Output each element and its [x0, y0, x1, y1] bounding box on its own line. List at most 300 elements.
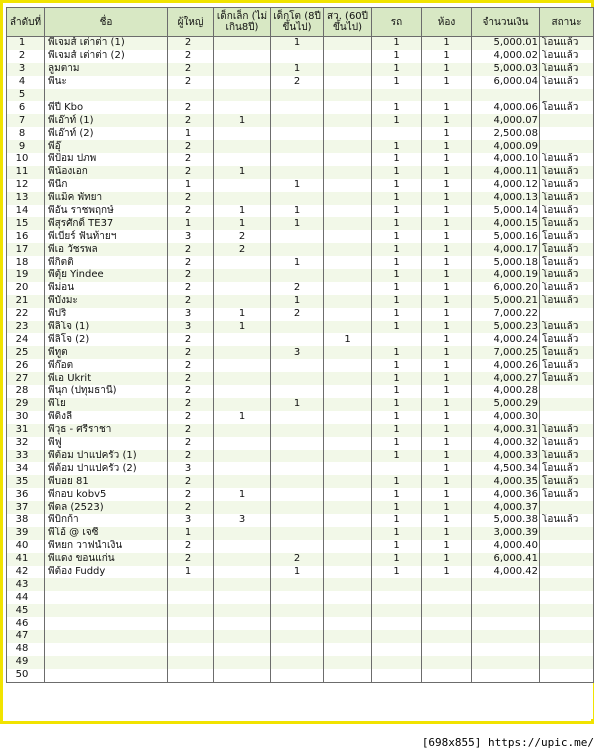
car-count: 1 — [372, 166, 422, 179]
kid-small-count — [214, 617, 271, 630]
row-number: 14 — [7, 205, 45, 218]
car-count: 1 — [372, 63, 422, 76]
elder-count — [324, 140, 372, 153]
elder-count — [324, 424, 372, 437]
car-count — [372, 578, 422, 591]
kid-small-count — [214, 566, 271, 579]
car-count: 1 — [372, 282, 422, 295]
status-cell — [540, 501, 594, 514]
amount-cell: 4,000.36 — [472, 488, 540, 501]
header-kid-big: เด็กโต (8ปีขึ้นไป) — [271, 8, 324, 37]
kid-big-count: 1 — [271, 398, 324, 411]
name-cell: พี่เบียร์ ฟันท้ายฯ — [45, 230, 168, 243]
room-count: 1 — [422, 127, 472, 140]
kid-small-count — [214, 89, 271, 102]
table-row — [7, 540, 594, 553]
kid-small-count: 1 — [214, 308, 271, 321]
kid-small-count — [214, 385, 271, 398]
name-cell: พี่บอย 81 — [45, 475, 168, 488]
row-number: 7 — [7, 114, 45, 127]
kid-big-count — [271, 514, 324, 527]
kid-small-count — [214, 578, 271, 591]
kid-small-count — [214, 604, 271, 617]
kid-big-count — [271, 437, 324, 450]
kid-small-count — [214, 540, 271, 553]
room-count: 1 — [422, 514, 472, 527]
adult-count: 2 — [168, 256, 214, 269]
table-row — [7, 604, 594, 617]
status-cell — [540, 578, 594, 591]
amount-cell: 4,000.06 — [472, 101, 540, 114]
elder-count — [324, 153, 372, 166]
adult-count — [168, 669, 214, 682]
car-count: 1 — [372, 501, 422, 514]
row-number: 4 — [7, 76, 45, 89]
room-count: 1 — [422, 166, 472, 179]
amount-cell: 5,000.38 — [472, 514, 540, 527]
table-row — [7, 591, 594, 604]
kid-big-count — [271, 591, 324, 604]
status-cell: โอนแล้ว — [540, 514, 594, 527]
amount-cell: 4,000.40 — [472, 540, 540, 553]
name-cell: พี่โย — [45, 398, 168, 411]
status-cell — [540, 127, 594, 140]
kid-big-count: 3 — [271, 346, 324, 359]
name-cell: พี่โอ้ @ เจซี — [45, 527, 168, 540]
table-row — [7, 256, 594, 269]
row-number: 31 — [7, 424, 45, 437]
kid-small-count: 1 — [214, 321, 271, 334]
room-count: 1 — [422, 153, 472, 166]
kid-small-count — [214, 63, 271, 76]
elder-count — [324, 205, 372, 218]
adult-count: 2 — [168, 140, 214, 153]
name-cell: พี่ต้อม ปาแปครัว (2) — [45, 462, 168, 475]
adult-count: 2 — [168, 553, 214, 566]
amount-cell — [472, 643, 540, 656]
name-cell: พี่แม็ค พัทยา — [45, 192, 168, 205]
name-cell: พี่เจมส์ เต่าต่า (2) — [45, 50, 168, 63]
status-cell: โอนแล้ว — [540, 192, 594, 205]
status-cell: โอนแล้ว — [540, 282, 594, 295]
elder-count — [324, 243, 372, 256]
car-count: 1 — [372, 269, 422, 282]
kid-small-count — [214, 630, 271, 643]
kid-small-count — [214, 501, 271, 514]
name-cell: พี่แดง ขอนแก่น — [45, 553, 168, 566]
kid-big-count — [271, 127, 324, 140]
kid-small-count — [214, 450, 271, 463]
car-count — [372, 89, 422, 102]
name-cell — [45, 617, 168, 630]
row-number: 44 — [7, 591, 45, 604]
amount-cell: 5,000.16 — [472, 230, 540, 243]
kid-big-count — [271, 656, 324, 669]
table-row — [7, 475, 594, 488]
table-row — [7, 385, 594, 398]
amount-cell: 5,000.23 — [472, 321, 540, 334]
table-row — [7, 462, 594, 475]
adult-count: 2 — [168, 398, 214, 411]
car-count: 1 — [372, 230, 422, 243]
car-count: 1 — [372, 101, 422, 114]
adult-count: 2 — [168, 63, 214, 76]
adult-count — [168, 656, 214, 669]
kid-small-count — [214, 282, 271, 295]
kid-big-count — [271, 450, 324, 463]
name-cell: พี่อุ๊ — [45, 140, 168, 153]
status-cell: โอนแล้ว — [540, 37, 594, 50]
elder-count — [324, 501, 372, 514]
header-name: ชื่อ — [45, 8, 168, 37]
kid-big-count — [271, 475, 324, 488]
name-cell: พี่ต้อม ปาแปครัว (1) — [45, 450, 168, 463]
car-count: 1 — [372, 411, 422, 424]
adult-count: 2 — [168, 372, 214, 385]
status-cell: โอนแล้ว — [540, 101, 594, 114]
table-row — [7, 269, 594, 282]
row-number: 30 — [7, 411, 45, 424]
status-cell: โอนแล้ว — [540, 63, 594, 76]
table-row — [7, 114, 594, 127]
status-cell: โอนแล้ว — [540, 76, 594, 89]
status-cell — [540, 114, 594, 127]
kid-big-count — [271, 424, 324, 437]
table-body — [7, 37, 594, 683]
table-row — [7, 321, 594, 334]
adult-count: 2 — [168, 269, 214, 282]
adult-count: 2 — [168, 450, 214, 463]
kid-big-count: 1 — [271, 205, 324, 218]
room-count: 1 — [422, 230, 472, 243]
table-row — [7, 192, 594, 205]
amount-cell: 4,000.27 — [472, 372, 540, 385]
elder-count — [324, 295, 372, 308]
car-count: 1 — [372, 372, 422, 385]
name-cell — [45, 630, 168, 643]
car-count: 1 — [372, 114, 422, 127]
adult-count — [168, 578, 214, 591]
room-count: 1 — [422, 37, 472, 50]
table-row — [7, 643, 594, 656]
table-row — [7, 217, 594, 230]
car-count: 1 — [372, 179, 422, 192]
elder-count: 1 — [324, 333, 372, 346]
name-cell: พี่อั๋น ราชพฤกษ์ — [45, 205, 168, 218]
table-row — [7, 205, 594, 218]
elder-count — [324, 308, 372, 321]
row-number: 32 — [7, 437, 45, 450]
adult-count: 2 — [168, 205, 214, 218]
amount-cell — [472, 591, 540, 604]
adult-count: 1 — [168, 179, 214, 192]
row-number: 15 — [7, 217, 45, 230]
car-count — [372, 669, 422, 682]
car-count: 1 — [372, 256, 422, 269]
elder-count — [324, 127, 372, 140]
elder-count — [324, 63, 372, 76]
car-count — [372, 127, 422, 140]
status-cell — [540, 630, 594, 643]
room-count: 1 — [422, 501, 472, 514]
table-row — [7, 398, 594, 411]
table-row — [7, 308, 594, 321]
kid-big-count — [271, 630, 324, 643]
kid-small-count — [214, 153, 271, 166]
status-cell — [540, 308, 594, 321]
name-cell: พี่ป้อม ปภพ — [45, 153, 168, 166]
elder-count — [324, 527, 372, 540]
table-row — [7, 630, 594, 643]
status-cell: โอนแล้ว — [540, 205, 594, 218]
elder-count — [324, 372, 372, 385]
kid-big-count — [271, 321, 324, 334]
car-count: 1 — [372, 514, 422, 527]
elder-count — [324, 604, 372, 617]
kid-big-count: 1 — [271, 566, 324, 579]
name-cell — [45, 604, 168, 617]
adult-count: 2 — [168, 385, 214, 398]
kid-small-count: 1 — [214, 114, 271, 127]
elder-count — [324, 346, 372, 359]
car-count: 1 — [372, 76, 422, 89]
kid-small-count — [214, 462, 271, 475]
row-number: 37 — [7, 501, 45, 514]
kid-big-count — [271, 166, 324, 179]
amount-cell: 4,000.17 — [472, 243, 540, 256]
name-cell: พี่เอ วัชรพล — [45, 243, 168, 256]
adult-count — [168, 89, 214, 102]
name-cell: พี่ดิงลี่ — [45, 411, 168, 424]
adult-count: 1 — [168, 217, 214, 230]
table-row — [7, 346, 594, 359]
row-number: 35 — [7, 475, 45, 488]
kid-big-count — [271, 89, 324, 102]
status-cell: โอนแล้ว — [540, 295, 594, 308]
elder-count — [324, 437, 372, 450]
kid-big-count — [271, 578, 324, 591]
status-cell: โอนแล้ว — [540, 424, 594, 437]
room-count: 1 — [422, 50, 472, 63]
room-count: 1 — [422, 63, 472, 76]
room-count: 1 — [422, 295, 472, 308]
header-amount: จำนวนเงิน — [472, 8, 540, 37]
status-cell — [540, 89, 594, 102]
elder-count — [324, 450, 372, 463]
table-row — [7, 230, 594, 243]
kid-big-count — [271, 462, 324, 475]
row-number: 36 — [7, 488, 45, 501]
car-count: 1 — [372, 295, 422, 308]
amount-cell: 3,000.39 — [472, 527, 540, 540]
car-count — [372, 604, 422, 617]
elder-count — [324, 114, 372, 127]
table-row — [7, 50, 594, 63]
amount-cell: 4,000.31 — [472, 424, 540, 437]
kid-big-count — [271, 153, 324, 166]
status-cell: โอนแล้ว — [540, 230, 594, 243]
status-cell: โอนแล้ว — [540, 243, 594, 256]
row-number: 10 — [7, 153, 45, 166]
table-row — [7, 450, 594, 463]
room-count: 1 — [422, 217, 472, 230]
elder-count — [324, 411, 372, 424]
name-cell: พี่หยก วาฟน้ำเงิน — [45, 540, 168, 553]
elder-count — [324, 514, 372, 527]
name-cell: พี่ทูต — [45, 346, 168, 359]
amount-cell: 5,000.03 — [472, 63, 540, 76]
adult-count: 2 — [168, 501, 214, 514]
elder-count — [324, 37, 372, 50]
car-count: 1 — [372, 192, 422, 205]
table-row — [7, 372, 594, 385]
kid-big-count: 1 — [271, 179, 324, 192]
header-row — [7, 8, 594, 37]
kid-big-count: 1 — [271, 295, 324, 308]
amount-cell: 5,000.18 — [472, 256, 540, 269]
table-row — [7, 166, 594, 179]
name-cell — [45, 591, 168, 604]
row-number: 49 — [7, 656, 45, 669]
row-number: 2 — [7, 50, 45, 63]
name-cell: พี่เอ Ukrit — [45, 372, 168, 385]
amount-cell: 4,000.28 — [472, 385, 540, 398]
kid-big-count: 1 — [271, 217, 324, 230]
kid-big-count: 1 — [271, 256, 324, 269]
row-number: 25 — [7, 346, 45, 359]
row-number: 45 — [7, 604, 45, 617]
elder-count — [324, 166, 372, 179]
row-number: 26 — [7, 359, 45, 372]
car-count — [372, 617, 422, 630]
kid-big-count: 2 — [271, 282, 324, 295]
room-count: 1 — [422, 321, 472, 334]
elder-count — [324, 617, 372, 630]
name-cell: พี่เจมส์ เต่าต่า (1) — [45, 37, 168, 50]
status-cell: โอนแล้ว — [540, 488, 594, 501]
status-cell: โอนแล้ว — [540, 333, 594, 346]
row-number: 39 — [7, 527, 45, 540]
name-cell — [45, 643, 168, 656]
room-count: 1 — [422, 566, 472, 579]
name-cell: พี่นะ — [45, 76, 168, 89]
amount-cell: 5,000.29 — [472, 398, 540, 411]
room-count: 1 — [422, 101, 472, 114]
elder-count — [324, 256, 372, 269]
elder-count — [324, 76, 372, 89]
car-count: 1 — [372, 398, 422, 411]
name-cell: พี่ลิโจ (2) — [45, 333, 168, 346]
adult-count: 3 — [168, 308, 214, 321]
row-number: 13 — [7, 192, 45, 205]
kid-small-count: 1 — [214, 488, 271, 501]
room-count: 1 — [422, 553, 472, 566]
header-kid-small: เด็กเล็ก (ไม่เกิน8ปี) — [214, 8, 271, 37]
room-count: 1 — [422, 527, 472, 540]
status-cell — [540, 553, 594, 566]
row-number: 23 — [7, 321, 45, 334]
row-number: 27 — [7, 372, 45, 385]
room-count — [422, 630, 472, 643]
row-number: 47 — [7, 630, 45, 643]
amount-cell: 4,000.07 — [472, 114, 540, 127]
name-cell: พี่กอบ kobv5 — [45, 488, 168, 501]
adult-count: 2 — [168, 333, 214, 346]
amount-cell: 2,500.08 — [472, 127, 540, 140]
adult-count — [168, 591, 214, 604]
elder-count — [324, 591, 372, 604]
kid-big-count — [271, 230, 324, 243]
elder-count — [324, 50, 372, 63]
kid-big-count — [271, 192, 324, 205]
room-count: 1 — [422, 385, 472, 398]
status-cell — [540, 527, 594, 540]
table-row — [7, 76, 594, 89]
status-cell: โอนแล้ว — [540, 346, 594, 359]
row-number: 33 — [7, 450, 45, 463]
car-count: 1 — [372, 450, 422, 463]
name-cell: พี่ปริ — [45, 308, 168, 321]
kid-big-count: 2 — [271, 553, 324, 566]
table-row — [7, 359, 594, 372]
room-count: 1 — [422, 462, 472, 475]
adult-count: 1 — [168, 566, 214, 579]
row-number: 1 — [7, 37, 45, 50]
status-cell: โอนแล้ว — [540, 217, 594, 230]
car-count — [372, 591, 422, 604]
status-cell — [540, 669, 594, 682]
adult-count: 1 — [168, 527, 214, 540]
row-number: 50 — [7, 669, 45, 682]
status-cell — [540, 566, 594, 579]
name-cell: พี่เอ๊าท์ (1) — [45, 114, 168, 127]
amount-cell: 4,000.35 — [472, 475, 540, 488]
kid-big-count — [271, 50, 324, 63]
room-count: 1 — [422, 540, 472, 553]
room-count: 1 — [422, 333, 472, 346]
kid-small-count — [214, 398, 271, 411]
row-number: 21 — [7, 295, 45, 308]
table-row — [7, 527, 594, 540]
elder-count — [324, 282, 372, 295]
row-number: 22 — [7, 308, 45, 321]
status-cell: โอนแล้ว — [540, 256, 594, 269]
kid-small-count — [214, 424, 271, 437]
name-cell: พี่เอ๊าท์ (2) — [45, 127, 168, 140]
row-number: 42 — [7, 566, 45, 579]
status-cell: โอนแล้ว — [540, 269, 594, 282]
amount-cell: 5,000.21 — [472, 295, 540, 308]
kid-small-count — [214, 269, 271, 282]
adult-count: 2 — [168, 295, 214, 308]
row-number: 24 — [7, 333, 45, 346]
adult-count: 2 — [168, 114, 214, 127]
kid-big-count — [271, 411, 324, 424]
name-cell: พี่บังมะ — [45, 295, 168, 308]
status-cell: โอนแล้ว — [540, 359, 594, 372]
elder-count — [324, 269, 372, 282]
room-count: 1 — [422, 488, 472, 501]
header-no: ลำดับที่ — [7, 8, 45, 37]
table-row — [7, 153, 594, 166]
table-row — [7, 140, 594, 153]
car-count: 1 — [372, 359, 422, 372]
room-count — [422, 578, 472, 591]
kid-big-count: 1 — [271, 63, 324, 76]
room-count — [422, 617, 472, 630]
adult-count: 2 — [168, 411, 214, 424]
kid-big-count — [271, 140, 324, 153]
